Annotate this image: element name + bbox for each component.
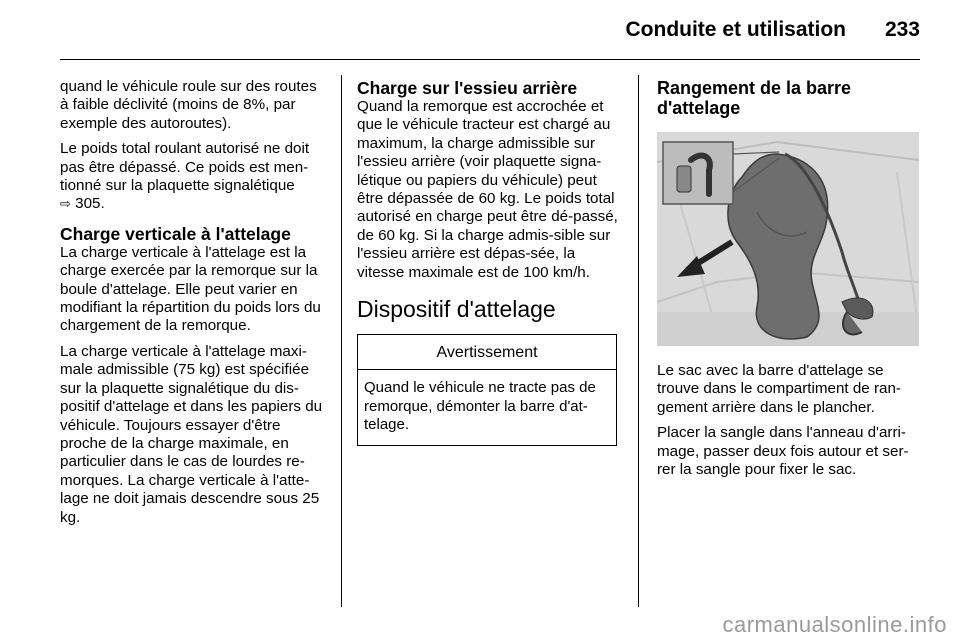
running-header-title: Conduite et utilisation: [625, 18, 846, 41]
paragraph: La charge verticale à l'attelage est la charge exercée par la remorque sur la boule d'attelage. Elle peut varier en modifiant la répartition du poids lors du chargement de la remorque.: [60, 243, 321, 335]
column-1: [60, 78, 326, 534]
page-reference-arrow-icon: ⇨: [60, 196, 71, 212]
tow-bar-bag-illustration-icon: [657, 132, 919, 346]
warning-box: [357, 334, 617, 446]
paragraph: Le sac avec la barre d'attelage se trouve dans le compartiment de ran-gement arrière dans le plancher.: [657, 362, 901, 416]
section-heading-rear-axle: Charge sur l'essieu arrière: [357, 78, 578, 98]
header-divider: [60, 59, 920, 60]
column-3: [657, 78, 921, 486]
column-divider-2: [638, 75, 639, 607]
watermark: carmanualsonline.info: [722, 612, 947, 637]
paragraph-text: Le poids total roulant autorisé ne doit pas être dépassé. Ce poids est men-tionné sur la plaquette signalétique: [60, 140, 310, 195]
section-heading-vertical-load: Charge verticale à l'attelage: [60, 223, 291, 244]
column-divider-1: [341, 75, 342, 607]
section-heading-storage: Rangement de la barre d'attelage: [657, 78, 852, 118]
page-number: 233: [884, 18, 920, 41]
page-reference-link[interactable]: 305.: [75, 195, 105, 213]
paragraph: quand le véhicule roule sur des routes à faible déclivité (moins de 8%, par exemple des autoroutes).: [60, 78, 317, 132]
paragraph: Placer la sangle dans l'anneau d'arri-mage, passer deux fois autour et ser-rer la sangle pour fixer le sac.: [657, 424, 909, 479]
warning-title: Avertissement: [358, 335, 616, 370]
paragraph: [60, 140, 326, 214]
column-2: [357, 78, 623, 446]
warning-text: Quand le véhicule ne tracte pas de remorque, démonter la barre d'at-telage.: [364, 379, 596, 434]
chapter-heading-towing-device: Dispositif d'attelage: [357, 296, 556, 323]
paragraph: La charge verticale à l'attelage maxi-male admissible (75 kg) est spécifiée sur la plaquette signalétique du dis-positif d'attelage et dans les papiers du véhicule. Toujours essayer d'être proche de la charge maximale, en particulier dans le cas de lourdes re-morques. La charge verticale à l'atte-lage ne doit jamais descendre sous 25 kg.: [60, 342, 323, 526]
paragraph: Quand la remorque est accrochée et que le véhicule tracteur est chargé au maximum, la charge admissible sur l'essieu arrière (voir plaquette signa-létique ou papiers du véhicule) peut être dépassée de 60 kg. Le poids total autorisé en charge peut être dé-passé, de 60 kg. Si la charge admis-sible sur l'essieu arrière est dépas-sée, la vitesse maximale est de 100 km/h.: [357, 98, 618, 281]
